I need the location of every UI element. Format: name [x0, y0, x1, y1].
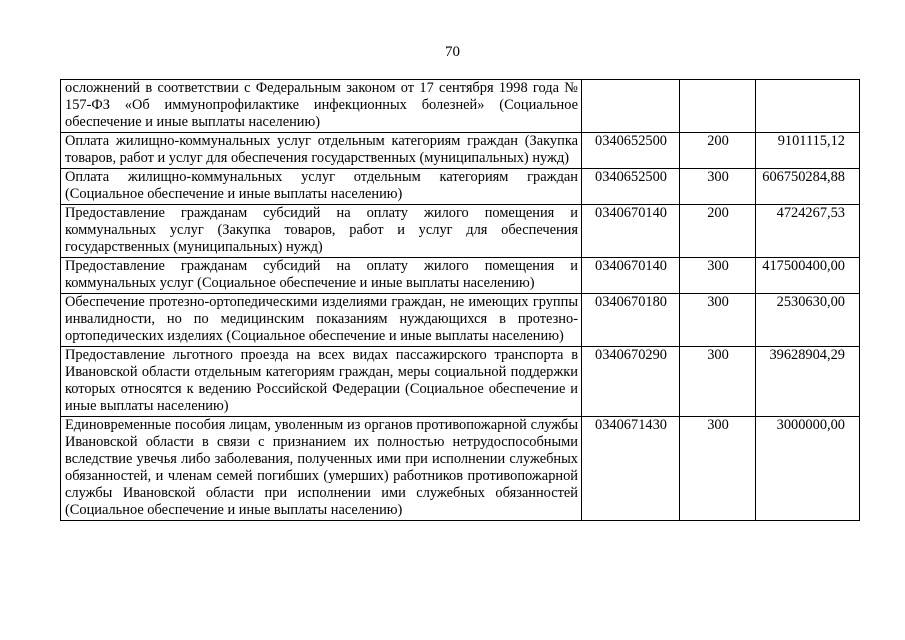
row-target-code: 0340652500: [582, 133, 680, 169]
row-amount: 3000000,00: [756, 417, 860, 521]
row-description: Предоставление льготного проезда на всех видах пассажирского транспорта в Ивановской области отдельным категориям граждан, меры социальной поддержки которых относятся к ведению Российской Федерации (Социальное обеспечение и иные выплаты населению): [61, 347, 582, 417]
page-number: 70: [445, 44, 460, 60]
table-row: [61, 417, 860, 521]
budget-table: [60, 79, 860, 521]
row-description: Единовременные пособия лицам, уволенным из органов противопожарной службы Ивановской области в связи с признанием их полностью нетрудоспособными вследствие увечья либо заболевания, полученных ими при исполнении служебных обязанностей, и членам семей погибших (умерших) работников противопожарной службы Ивановской области при исполнении ими служебных обязанностей (Социальное обеспечение и иные выплаты населению): [61, 417, 582, 521]
row-target-code: [582, 80, 680, 133]
row-expense-type: 200: [680, 133, 756, 169]
row-expense-type: [680, 80, 756, 133]
row-amount: 4724267,53: [756, 205, 860, 258]
row-description: Оплата жилищно-коммунальных услуг отдельным категориям граждан (Закупка товаров, работ и услуг для обеспечения государственных (муниципальных) нужд): [61, 133, 582, 169]
row-expense-type: 300: [680, 347, 756, 417]
row-target-code: 0340671430: [582, 417, 680, 521]
row-description: осложнений в соответствии с Федеральным законом от 17 сентября 1998 года № 157-ФЗ «Об иммунопрофилактике инфекционных болезней» (Социальное обеспечение и иные выплаты населению): [61, 80, 582, 133]
row-description: Предоставление гражданам субсидий на оплату жилого помещения и коммунальных услуг (Закупка товаров, работ и услуг для обеспечения государственных (муниципальных) нужд): [61, 205, 582, 258]
row-expense-type: 300: [680, 417, 756, 521]
table-row: [61, 258, 860, 294]
row-description: Предоставление гражданам субсидий на оплату жилого помещения и коммунальных услуг (Социальное обеспечение и иные выплаты населению): [61, 258, 582, 294]
row-amount: [756, 80, 860, 133]
table-row: [61, 347, 860, 417]
row-expense-type: 300: [680, 294, 756, 347]
row-amount: 606750284,88: [756, 169, 860, 205]
row-amount: 2530630,00: [756, 294, 860, 347]
row-target-code: 0340670180: [582, 294, 680, 347]
row-expense-type: 300: [680, 258, 756, 294]
row-description: Обеспечение протезно-ортопедическими изделиями граждан, не имеющих группы инвалидности, но по медицинским показаниям нуждающихся в протезно-ортопедических изделиях (Социальное обеспечение и иные выплаты населению): [61, 294, 582, 347]
row-description: Оплата жилищно-коммунальных услуг отдельным категориям граждан (Социальное обеспечение и иные выплаты населению): [61, 169, 582, 205]
row-expense-type: 300: [680, 169, 756, 205]
row-amount: 9101115,12: [756, 133, 860, 169]
table-row: [61, 133, 860, 169]
row-target-code: 0340670140: [582, 205, 680, 258]
row-target-code: 0340670290: [582, 347, 680, 417]
table-row: [61, 294, 860, 347]
table-row: [61, 80, 860, 133]
table-row: [61, 205, 860, 258]
row-expense-type: 200: [680, 205, 756, 258]
row-target-code: 0340670140: [582, 258, 680, 294]
row-amount: 39628904,29: [756, 347, 860, 417]
table-row: [61, 169, 860, 205]
row-target-code: 0340652500: [582, 169, 680, 205]
row-amount: 417500400,00: [756, 258, 860, 294]
